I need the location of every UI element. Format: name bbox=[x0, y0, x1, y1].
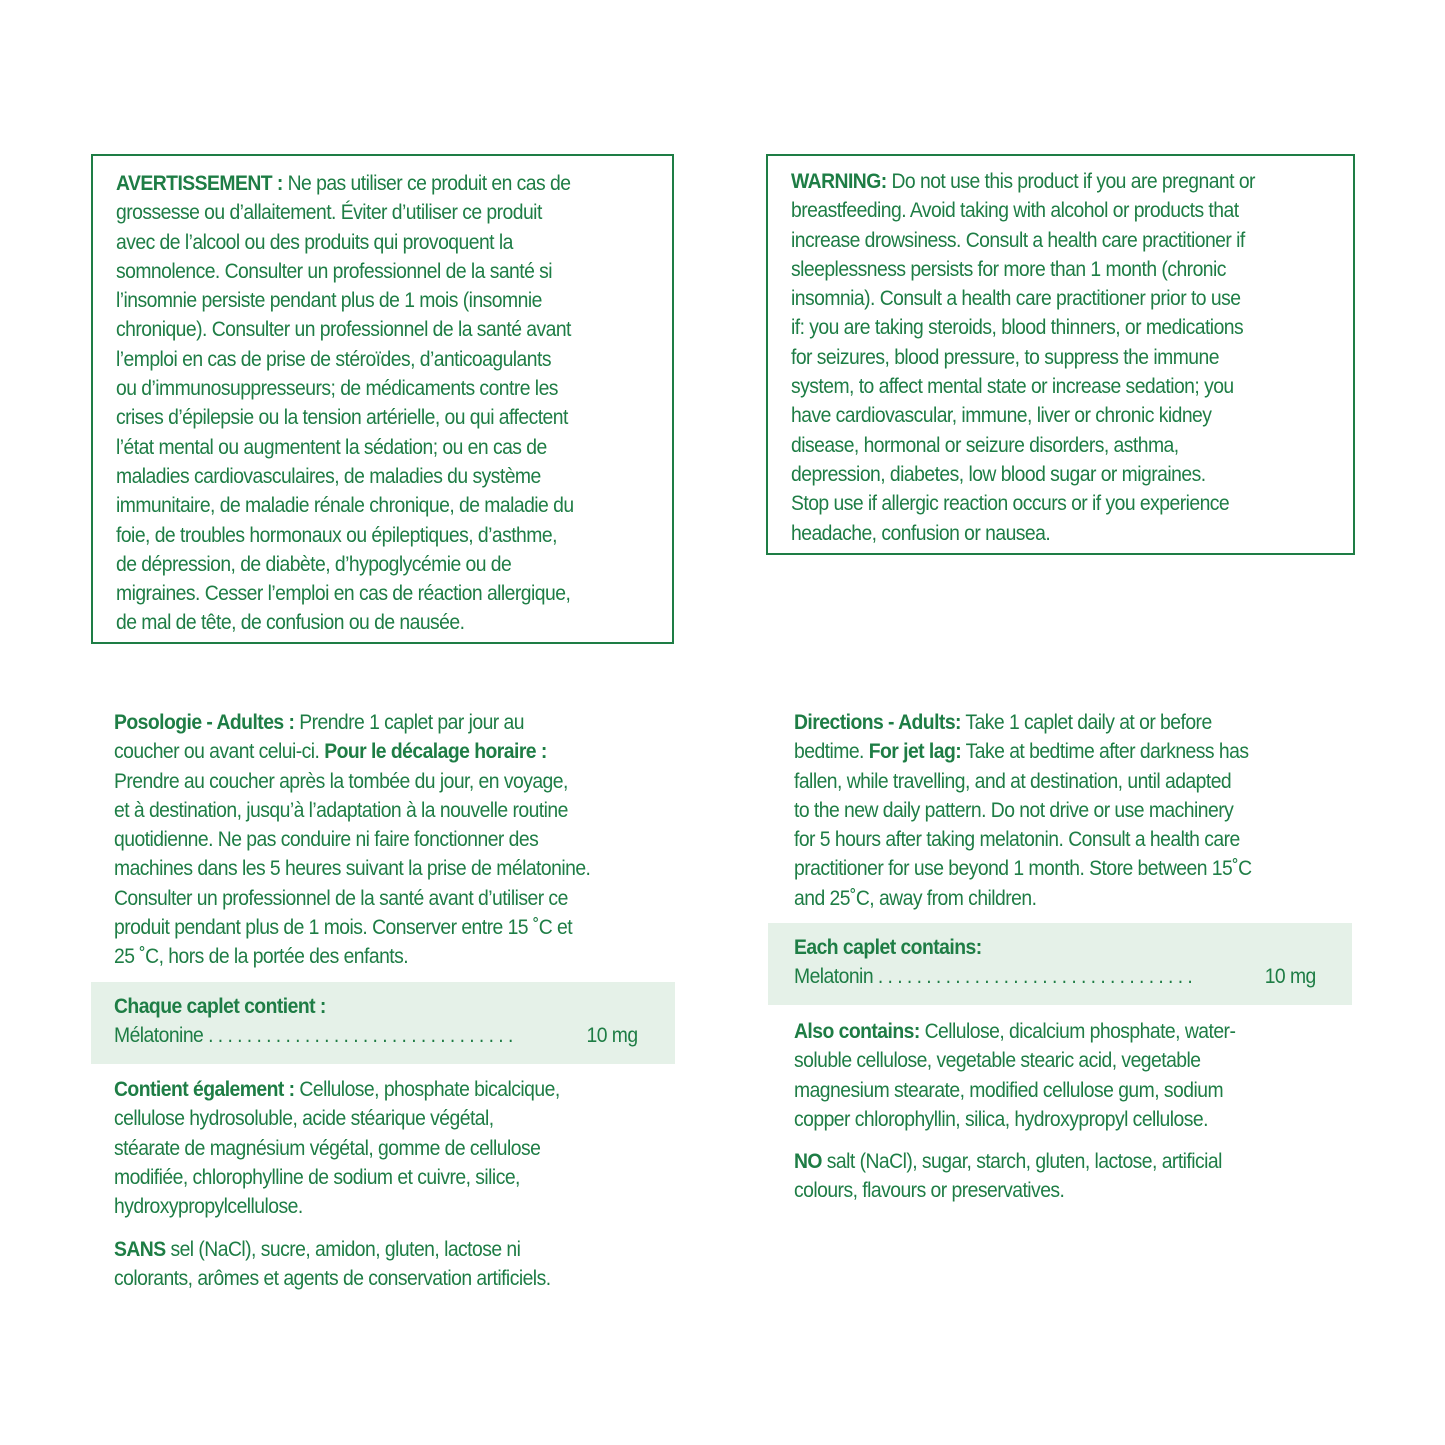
ingredient-row-fr bbox=[114, 1021, 649, 1050]
ingredient-amount-fr: 10 mg bbox=[586, 1023, 638, 1048]
each-caplet-band-fr bbox=[91, 982, 675, 1064]
ingredient-amount-en: 10 mg bbox=[1264, 964, 1316, 989]
free-of-label-en: NO bbox=[794, 1149, 822, 1173]
leader-dots-fr: . . . . . . . . . . . . . . . . . . . . . . . . . . . . . . . . bbox=[208, 1023, 513, 1048]
warning-box-en bbox=[766, 154, 1355, 555]
ingredient-name-fr: Mélatonine bbox=[114, 1023, 204, 1048]
also-contains-fr: Contient également : Cellulose, phosphate bicalcique, cellulose hydrosoluble, acide stéarique végétal, stéarate de magnésium végétal, gomme de cellulose modifiée, chlorophylline de sodium et cuivre, silice, hydroxypropylcellulose. bbox=[114, 1077, 560, 1219]
warning-text-en: WARNING: Do not use this product if you are pregnant or breastfeeding. Avoid taking with alcohol or products that increase drowsiness. Consult a health care practitioner if sleeplessness persists for more than 1 month (chronic insomnia). Consult a health care practitioner prior to use if: you are taking steroids, blood thinners, or medications for seizures, blood pressure, to suppress the immune system, to affect mental state or increase sedation; you have cardiovascular, immune, liver or chronic kidney disease, hormonal or seizure disorders, asthma, depression, diabetes, low blood sugar or migraines. Stop use if allergic reaction occurs or if you experience headache, confusion or nausea. bbox=[791, 169, 1255, 545]
directions-en: Directions - Adults: Take 1 caplet daily at or before bedtime. For jet lag: Take at bedtime after darkness has fallen, while travelling, and at destination, until adapted to the new daily pattern. Do not drive or use machinery for 5 hours after taking melatonin. Consult a health care practitioner for use beyond 1 month. Store between 15˚C and 25˚C, away from children. bbox=[794, 710, 1252, 910]
free-of-label-fr: SANS bbox=[114, 1237, 166, 1261]
free-of-fr: SANS sel (NaCl), sucre, amidon, gluten, lactose ni colorants, arômes et agents de conservation artificiels. bbox=[114, 1237, 551, 1291]
each-caplet-heading-fr: Chaque caplet contient : bbox=[114, 994, 326, 1018]
leader-dots-en: . . . . . . . . . . . . . . . . . . . . . . . . . . . . . . . . . bbox=[877, 964, 1193, 989]
each-caplet-heading-en: Each caplet contains: bbox=[794, 935, 982, 959]
also-contains-en: Also contains: Cellulose, dicalcium phosphate, water- soluble cellulose, vegetable stearic acid, vegetable magnesium stearate, modified cellulose gum, sodium copper chlorophyllin, silica, hydroxypropyl cellulose. bbox=[794, 1019, 1236, 1131]
ingredient-name-en: Melatonin bbox=[794, 964, 874, 989]
ingredient-row-en bbox=[794, 962, 1325, 991]
directions-label-fr: Posologie - Adultes : bbox=[114, 710, 295, 734]
jetlag-label-fr: Pour le décalage horaire : bbox=[324, 739, 547, 764]
warning-label-fr: AVERTISSEMENT : bbox=[116, 171, 283, 195]
jetlag-label-en: For jet lag: bbox=[868, 739, 962, 764]
also-contains-label-en: Also contains: bbox=[794, 1019, 920, 1043]
each-caplet-text-en bbox=[794, 933, 1325, 992]
each-caplet-band-en bbox=[768, 923, 1352, 1005]
warning-text-fr: AVERTISSEMENT : Ne pas utiliser ce produit en cas de grossesse ou d’allaitement. Éviter d’utiliser ce produit avec de l’alcool ou des produits qui provoquent la somnolence. Consulter un professionnel de la santé si l’insomnie persiste pendant plus de 1 mois (insomnie chronique). Consulter un professionnel de la santé avant l’emploi en cas de prise de stéroïdes, d’anticoagulants ou d’immunosuppresseurs; de médicaments contre les crises d’épilepsie ou la tension artérielle, ou qui affectent l’état mental ou augmentent la sédation; ou en cas de maladies cardiovasculaires, de maladies du système immunitaire, de maladie rénale chronique, de maladie du foie, de troubles hormonaux ou épileptiques, d’asthme, de dépression, de diabète, d’hypoglycémie ou de migraines. Cesser l’emploi en cas de réaction allergique, de mal de tête, de confusion ou de nausée. bbox=[116, 171, 574, 635]
directions-label-en: Directions - Adults: bbox=[794, 710, 961, 734]
warning-box-fr bbox=[91, 154, 674, 644]
each-caplet-text-fr bbox=[114, 992, 649, 1051]
also-contains-label-fr: Contient également : bbox=[114, 1077, 295, 1101]
warning-label-en: WARNING: bbox=[791, 169, 887, 193]
free-of-en: NO salt (NaCl), sugar, starch, gluten, lactose, artificial colours, flavours or preservatives. bbox=[794, 1149, 1222, 1203]
directions-fr: Posologie - Adultes : Prendre 1 caplet par jour au coucher ou avant celui-ci. Pour le décalage horaire : Prendre au coucher après la tombée du jour, en voyage, et à destination, jusqu’à l’adaptation à la nouvelle routine quotidienne. Ne pas conduire ni faire fonctionner des machines dans les 5 heures suivant la prise de mélatonine. Consulter un professionnel de la santé avant d’utiliser ce produit pendant plus de 1 mois. Conserver entre 15 ˚C et 25 ˚C, hors de la portée des enfants. bbox=[114, 710, 591, 969]
